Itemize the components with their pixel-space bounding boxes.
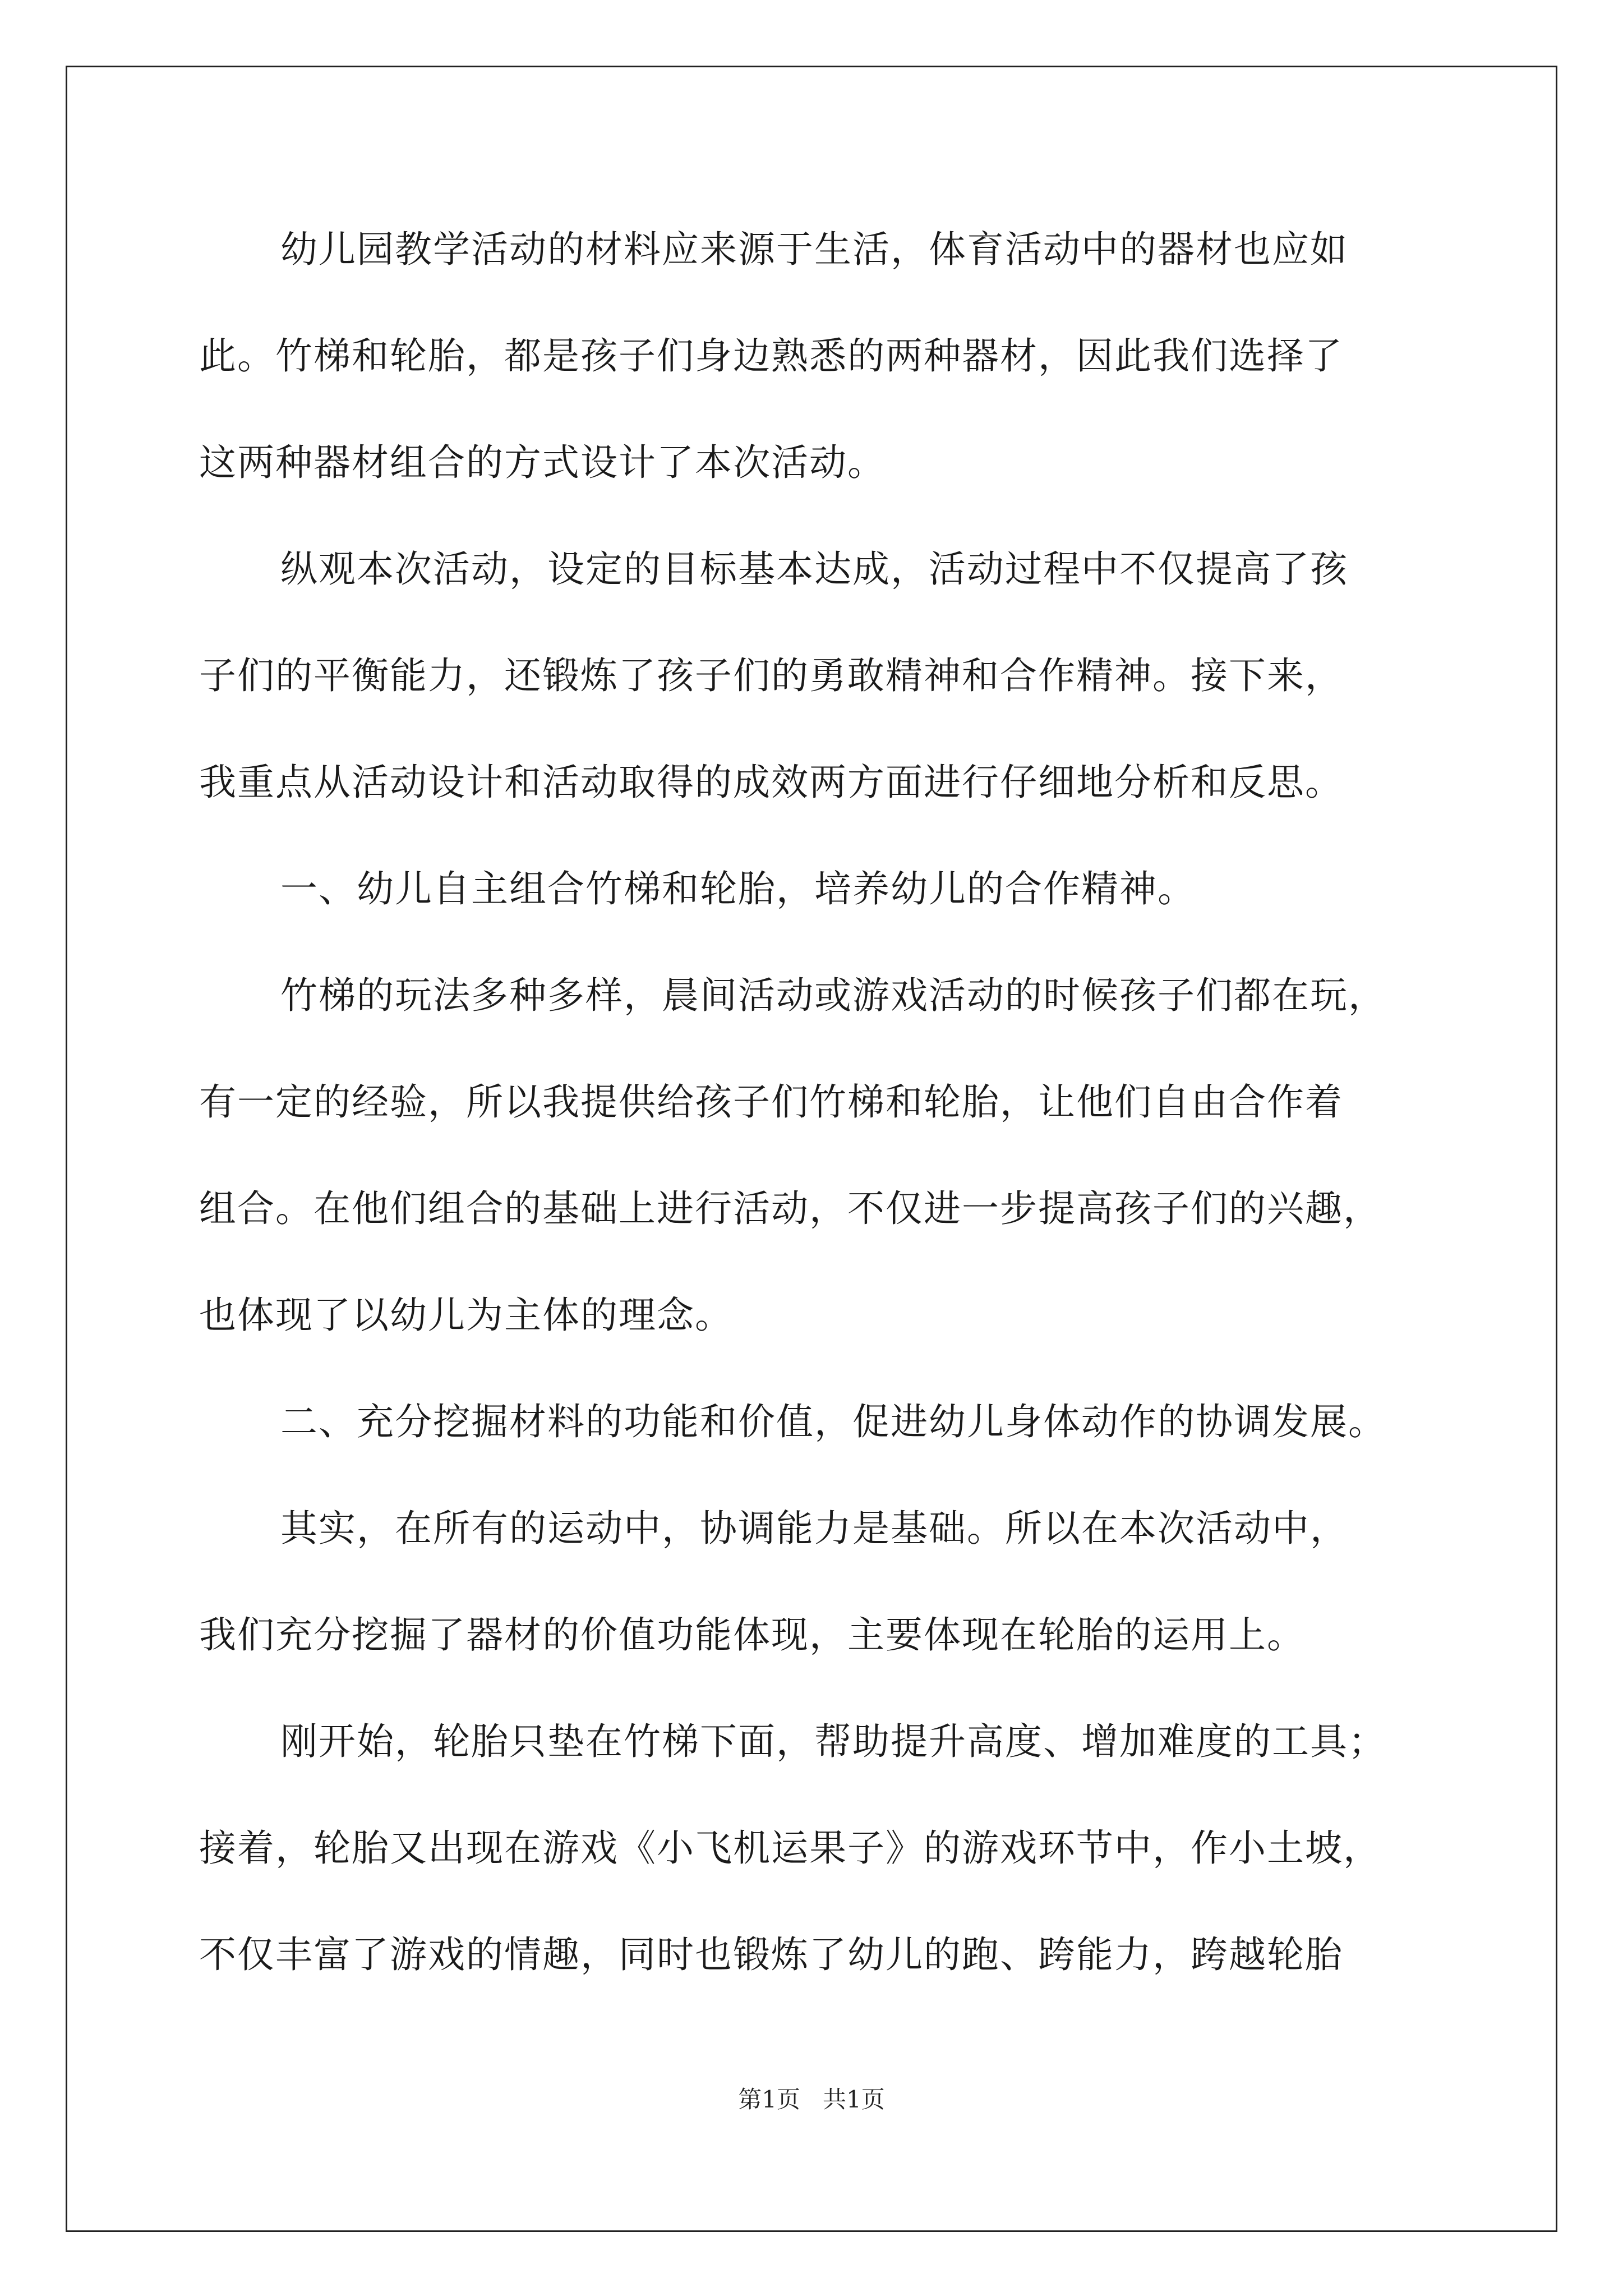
text-line: 其实，在所有的运动中，协调能力是基础。所以在本次活动中， [280,1507,1348,1550]
text-line: 竹梯的玩法多种多样，晨间活动或游戏活动的时候孩子们都在玩， [280,974,1386,1017]
page-number-current: 第1页 [738,2086,800,2113]
text-line: 不仅丰富了游戏的情趣，同时也锻炼了幼儿的跑、跨能力，跨越轮胎 [199,1933,1343,1976]
text-line: 此。竹梯和轮胎，都是孩子们身边熟悉的两种器材，因此我们选择了 [199,334,1343,378]
text-line: 组合。在他们组合的基础上进行活动，不仅进一步提高孩子们的兴趣， [199,1187,1381,1230]
text-line: 这两种器材组合的方式设计了本次活动。 [199,441,886,484]
page-footer [0,2081,1623,2115]
text-line: 幼儿园教学活动的材料应来源于生活，体育活动中的器材也应如 [280,228,1348,271]
text-line: 子们的平衡能力，还锻炼了孩子们的勇敢精神和合作精神。接下来， [199,654,1343,697]
text-line: 我重点从活动设计和活动取得的成效两方面进行仔细地分析和反思。 [199,761,1343,804]
text-line: 纵观本次活动，设定的目标基本达成，活动过程中不仅提高了孩 [280,547,1348,591]
section-heading: 一、幼儿自主组合竹梯和轮胎，培养幼儿的合作精神。 [280,867,1196,910]
text-line: 有一定的经验，所以我提供给孩子们竹梯和轮胎，让他们自由合作着 [199,1080,1343,1124]
text-line: 刚开始，轮胎只垫在竹梯下面，帮助提升高度、增加难度的工具； [280,1720,1386,1763]
text-line: 我们充分挖掘了器材的价值功能体现，主要体现在轮胎的运用上。 [199,1613,1305,1657]
text-line: 接着，轮胎又出现在游戏《小飞机运果子》的游戏环节中，作小土坡， [199,1826,1381,1870]
document-body [199,216,1427,2028]
section-heading: 二、充分挖掘材料的功能和价值，促进幼儿身体动作的协调发展。 [280,1400,1386,1443]
text-line: 也体现了以幼儿为主体的理念。 [199,1294,733,1337]
page-number-total: 共1页 [823,2086,885,2113]
